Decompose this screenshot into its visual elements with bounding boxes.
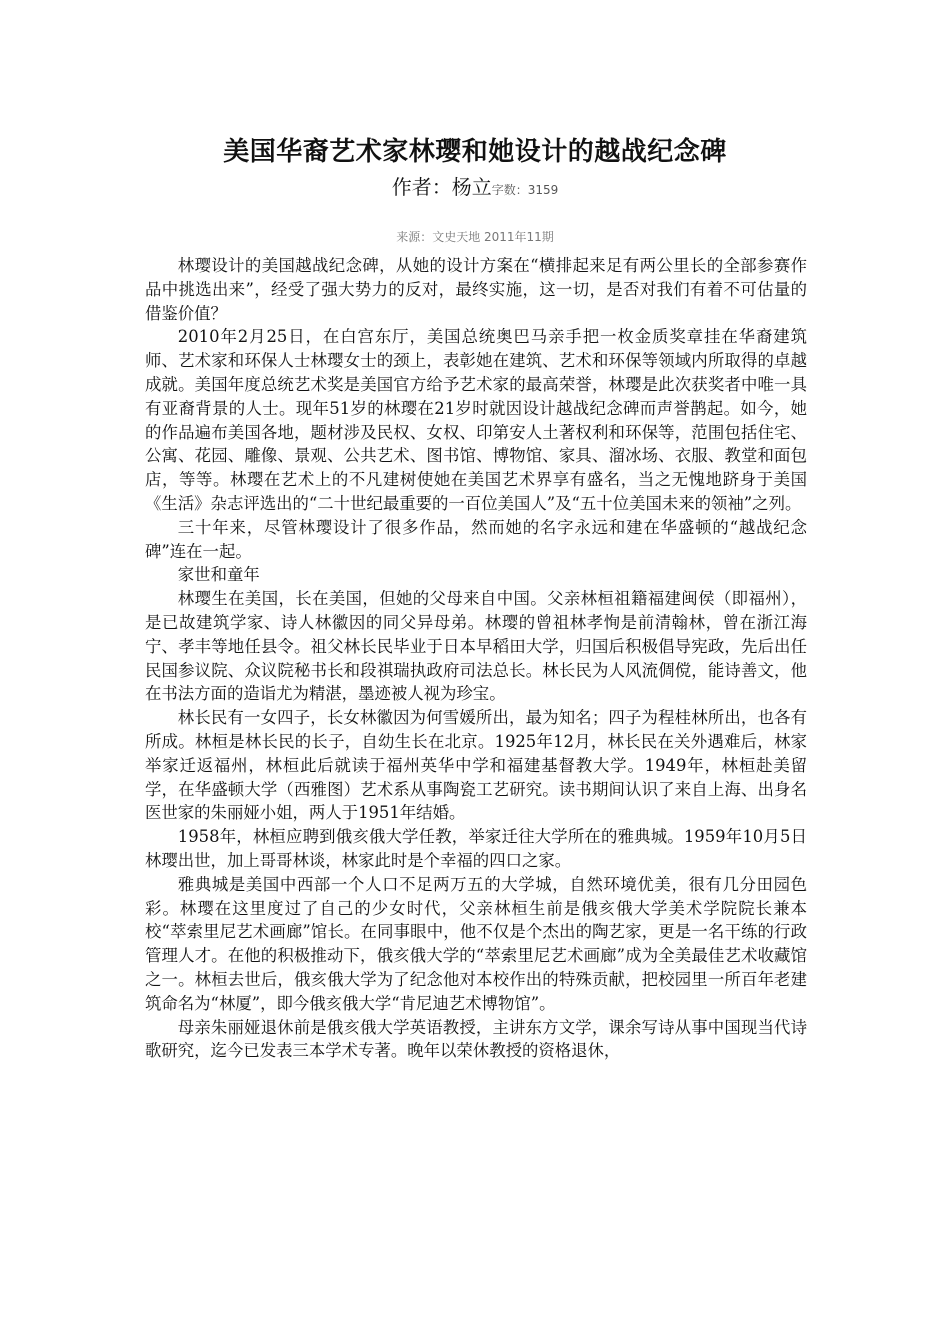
- article-body: [145, 254, 807, 1063]
- paragraph: 林璎设计的美国越战纪念碑，从她的设计方案在“横排起来足有两公里长的全部参赛作品中挑选出来”，经受了强大势力的反对，最终实施，这一切，是否对我们有着不可估量的借鉴价值？: [145, 256, 807, 323]
- section-heading: 家世和童年: [177, 565, 260, 585]
- paragraph: 1958年，林桓应聘到俄亥俄大学任教，举家迁往大学所在的雅典城。1959年10月5日林璎出世，加上哥哥林谈，林家此时是个幸福的四口之家。: [145, 827, 807, 870]
- paragraph: 三十年来，尽管林璎设计了很多作品，然而她的名字永远和建在华盛顿的“越战纪念碑”连在一起。: [145, 517, 807, 561]
- article-author: 作者：杨立: [391, 175, 492, 199]
- paragraph: 2010年2月25日，在白宫东厅，美国总统奥巴马亲手把一枚金质奖章挂在华裔建筑师、艺术家和环保人士林璎女士的颈上，表彰她在建筑、艺术和环保等领域内所取得的卓越成就。美国年度总统艺术奖是美国官方给予艺术家的最高荣誉，林璎是此次获奖者中唯一具有亚裔背景的人士。现年51岁的林璎在21岁时就因设计越战纪念碑而声誉鹊起。如今，她的作品遍布美国各地，题材涉及民权、女权、印第安人土著权利和环保等，范围包括住宅、公寓、花园、雕像、景观、公共艺术、图书馆、博物馆、家具、溜冰场、衣服、教堂和面包店，等等。林璎在艺术上的不凡建树使她在美国艺术界享有盛名，当之无愧地跻身于美国《生活》杂志评选出的“二十世纪最重要的一百位美国人”及“五十位美国未来的领袖”之列。: [145, 327, 807, 513]
- article-source: 来源：文史天地 2011年11期: [396, 230, 554, 244]
- paragraph: 母亲朱丽娅退休前是俄亥俄大学英语教授，主讲东方文学，课余写诗从事中国现当代诗歌研究，迄今已发表三本学术专著。晚年以荣休教授的资格退休，: [145, 1017, 807, 1061]
- paragraph: 雅典城是美国中西部一个人口不足两万五的大学城，自然环境优美，很有几分田园色彩。林璎在这里度过了自己的少女时代，父亲林桓生前是俄亥俄大学美术学院院长兼本校“萃索里尼艺术画廊”馆长。在同事眼中，他不仅是个杰出的陶艺家，更是一名干练的行政管理人才。在他的积极推动下，俄亥俄大学的“萃索里尼艺术画廊”成为全美最佳艺术收藏馆之一。林桓去世后，俄亥俄大学为了纪念他对本校作出的特殊贡献，把校园里一所百年老建筑命名为“林厦”，即今俄亥俄大学“肯尼迪艺术博物馆”。: [145, 874, 807, 1013]
- article-title: 美国华裔艺术家林璎和她设计的越战纪念碑: [223, 137, 727, 167]
- paragraph: 林璎生在美国，长在美国，但她的父母来自中国。父亲林桓祖籍福建闽侯（即福州），是已故建筑学家、诗人林徽因的同父异母弟。林璎的曾祖林孝恂是前清翰林，曾在浙江海宁、孝丰等地任县令。祖父林长民毕业于日本早稻田大学，归国后积极倡导宪政，先后出任民国参议院、众议院秘书长和段祺瑞执政府司法总长。林长民为人风流倜傥，能诗善文，他在书法方面的造诣尤为精湛，墨迹被人视为珍宝。: [145, 589, 807, 704]
- paragraph: 林长民有一女四子，长女林徽因为何雪媛所出，最为知名；四子为程桂林所出，也各有所成。林桓是林长民的长子，自幼生长在北京。1925年12月，林长民在关外遇难后，林家举家迁返福州，林桓此后就读于福州英华中学和福建基督教大学。1949年，林桓赴美留学，在华盛顿大学（西雅图）艺术系从事陶瓷工艺研究。读书期间认识了来自上海、出身名医世家的朱丽娅小姐，两人于1951年结婚。: [145, 708, 807, 823]
- byline: [0, 172, 950, 202]
- word-count: 字数：3159: [491, 183, 559, 197]
